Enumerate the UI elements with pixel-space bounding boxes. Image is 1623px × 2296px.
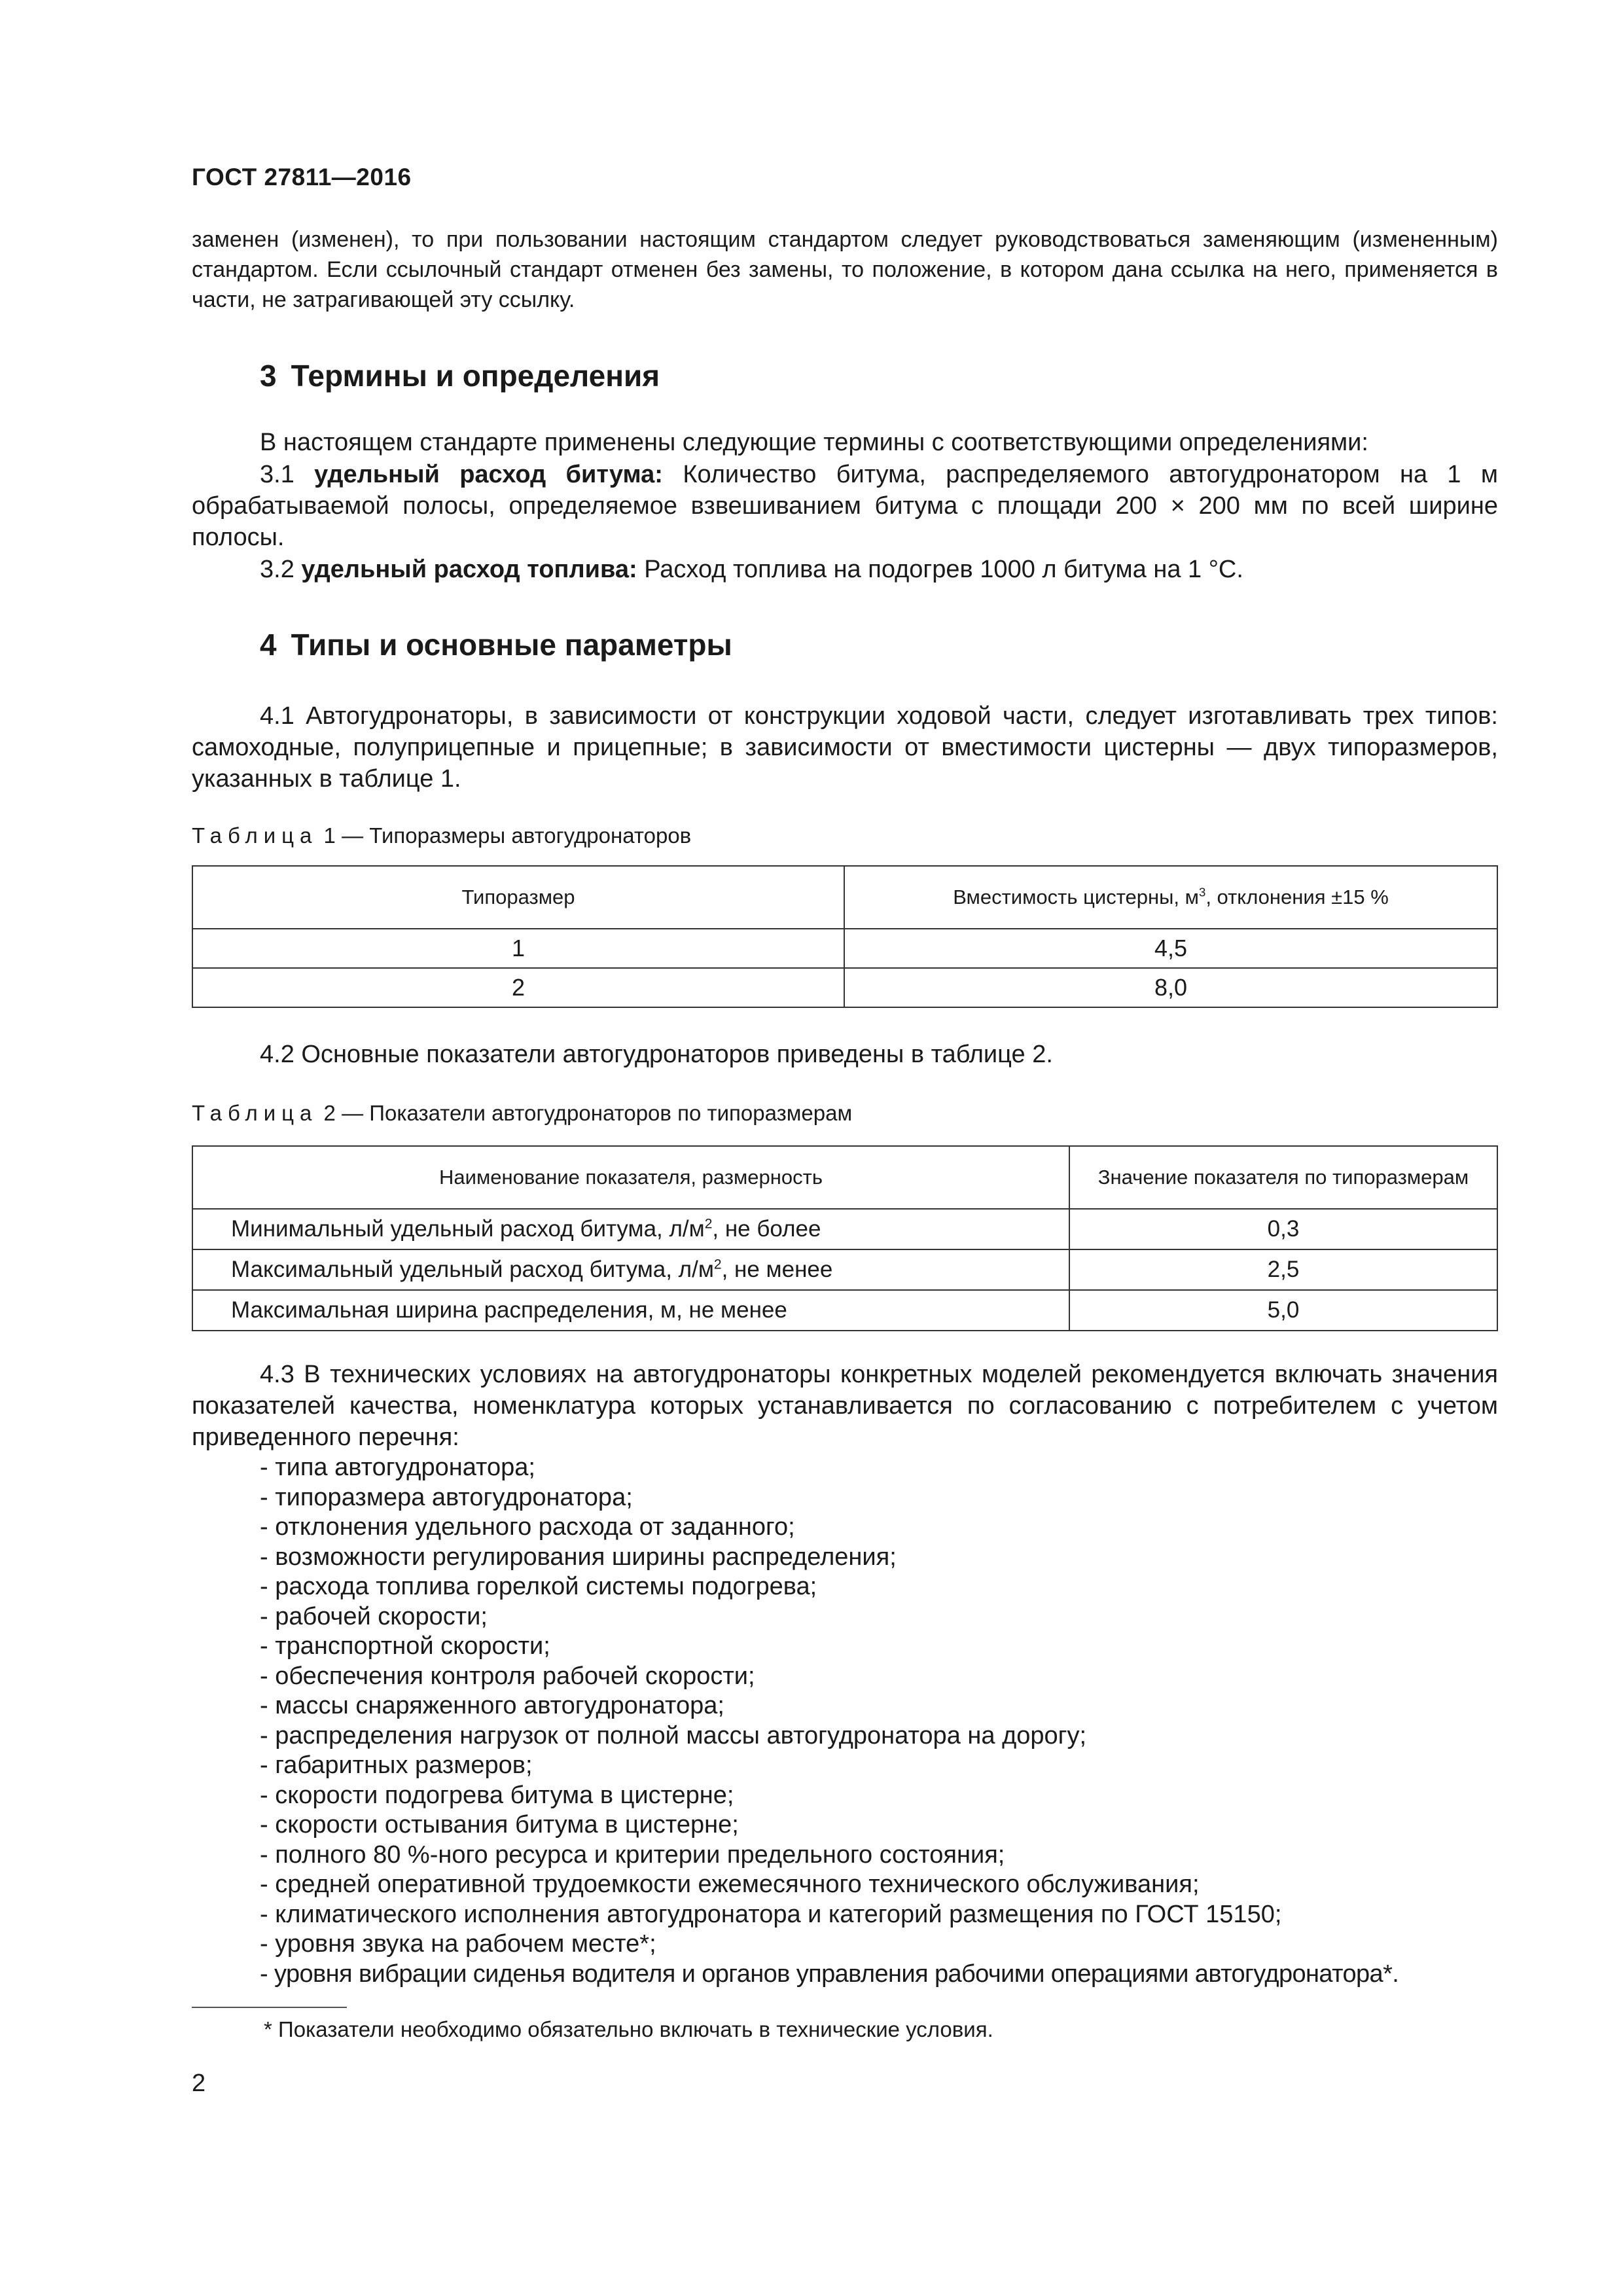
paragraph-4-2: 4.2 Основные показатели автогудронаторов приведены в таблице 2. [260,1041,1053,1068]
page-number: 2 [192,2070,206,2097]
list-item: - типоразмера автогудронатора; [260,1483,633,1511]
term-3-2-term: удельный расход топлива: [301,556,637,583]
table-cell: Максимальная ширина распределения, м, не менее [192,1290,1069,1331]
list-item: - отклонения удельного расхода от заданного; [260,1513,795,1541]
section-4-title: Типы и основные параметры [291,628,732,662]
term-3-2-definition: Расход топлива на подогрев 1000 л битума на 1 °С. [644,556,1243,583]
list-item: - скорости остывания битума в цистерне; [260,1811,739,1839]
table-1 [192,865,1498,1008]
intro-paragraph: заменен (изменен), то при пользовании настоящим стандартом следует руководствоваться заменяющим (измененным) стандартом. Если ссылочный стандарт отменен без замены, то положение, в котором дана ссылка на него, применяется в части, не затрагивающей эту ссылку. [192,227,1498,312]
table-cell: 2 [192,968,844,1007]
list-item: - типа автогудронатора; [260,1454,535,1481]
list-item: - средней оперативной трудоемкости ежемесячного технического обслуживания; [260,1871,1200,1898]
section-3-lead: В настоящем стандарте применены следующие термины с соответствующими определениями: [260,429,1368,456]
table-1-header-size: Типоразмер [192,866,844,929]
section-3-title: Термины и определения [291,359,660,393]
list-item: - скорости подогрева битума в цистерне; [260,1781,734,1809]
table-cell: 2,5 [1069,1249,1497,1290]
paragraph-4-1: 4.1 Автогудронаторы, в зависимости от конструкции ходовой части, следует изготавливать трех типов: самоходные, полуприцепные и прицепные; в зависимости от вместимости цистерны — двух типоразмеров, указанных в таблице 1. [192,702,1498,793]
table-1-label: Таблица [192,823,318,848]
term-3-1-number: 3.1 [260,461,294,488]
term-3-1 [192,459,1498,553]
table-2-caption-text: 2 — Показатели автогудронаторов по типоразмерам [317,1101,853,1125]
term-3-1-definition: Количество битума, распределяемого автогудронатором на 1 м обрабатываемой полосы, определяемое взвешиванием битума с площади 200 × 200 мм по всей ширине полосы. [192,461,1499,551]
table-cell: 5,0 [1069,1290,1497,1331]
table-2 [192,1145,1498,1331]
paragraph-4-3: 4.3 В технических условиях на автогудронаторы конкретных моделей рекомендуется включать значения показателей качества, номенклатура которых устанавливается по согласованию с потребителем с учетом приведенного перечня: [192,1361,1498,1451]
table-row [192,968,1497,1007]
list-item: - рабочей скорости; [260,1602,488,1630]
table-2-label: Таблица [192,1101,318,1125]
section-3-heading [260,358,660,393]
list-item: - возможности регулирования ширины распределения; [260,1543,897,1571]
table-2-header-name: Наименование показателя, размерность [192,1146,1069,1209]
table-cell: Минимальный удельный расход битума, $л/м^2$, не более [192,1209,1069,1249]
table-cell: 1 [192,929,844,968]
term-3-2-number: 3.2 [260,556,294,583]
table-2-header-value: Значение показателя по типоразмерам [1069,1146,1497,1209]
table-cell: 8,0 [844,968,1497,1007]
list-item: - габаритных размеров; [260,1751,533,1779]
footnote-divider [192,2007,347,2008]
list-item: - уровня вибрации сиденья водителя и органов управления рабочими операциями автогудронатора*. [260,1960,1399,1988]
section-3-number: 3 [260,359,277,393]
list-item: - уровня звука на рабочем месте*; [260,1930,656,1958]
quality-indicators-list [260,1453,1399,1989]
table-cell: 4,5 [844,929,1497,968]
footnote: * Показатели необходимо обязательно включать в технические условия. [264,2017,993,2041]
list-item: - транспортной скорости; [260,1632,550,1660]
table-cell: 0,3 [1069,1209,1497,1249]
list-item: - полного 80 %-ного ресурса и критерии предельного состояния; [260,1840,1005,1869]
list-item: - расхода топлива горелкой системы подогрева; [260,1573,817,1600]
table-1-caption-text: 1 — Типоразмеры автогудронаторов [317,823,692,848]
table-row [192,1290,1497,1331]
table-2-caption [192,1101,852,1126]
table-row [192,1249,1497,1290]
list-item: - обеспечения контроля рабочей скорости; [260,1662,755,1690]
section-4-heading [260,627,732,662]
table-1-header-volume: Вместимость цистерны, $м^3$, отклонения ±15 % [844,866,1497,929]
table-row [192,929,1497,968]
table-row [192,1209,1497,1249]
list-item: - климатического исполнения автогудронатора и категорий размещения по ГОСТ 15150; [260,1900,1282,1928]
table-cell: Максимальный удельный расход битума, $л/м^2$, не менее [192,1249,1069,1290]
list-item: - распределения нагрузок от полной массы автогудронатора на дорогу; [260,1721,1087,1749]
term-3-2 [260,554,1243,585]
list-item: - массы снаряженного автогудронатора; [260,1692,724,1719]
table-1-caption [192,823,691,848]
term-3-1-term: удельный расход битума: [314,461,663,488]
section-4-number: 4 [260,628,277,662]
document-header: ГОСТ 27811—2016 [192,164,412,190]
